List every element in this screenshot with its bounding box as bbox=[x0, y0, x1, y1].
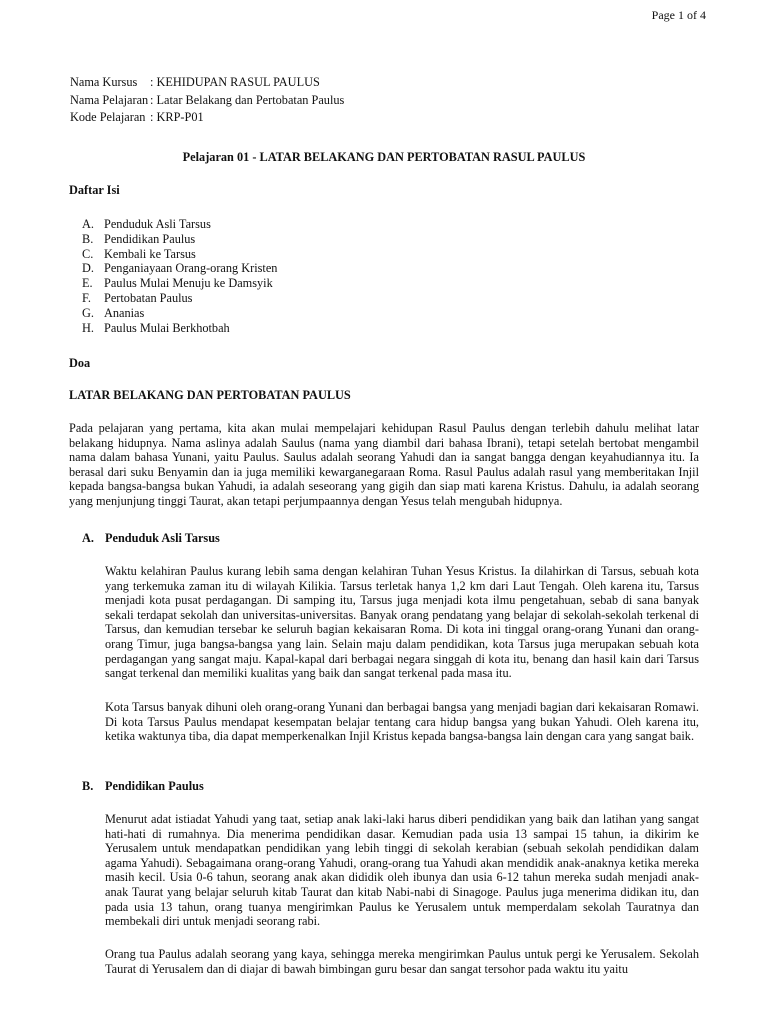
meta-value: : KEHIDUPAN RASUL PAULUS bbox=[150, 75, 320, 89]
meta-row-course bbox=[70, 75, 344, 93]
meta-value: : KRP-P01 bbox=[150, 110, 204, 124]
toc-letter: E. bbox=[82, 276, 93, 291]
lesson-title: Pelajaran 01 - LATAR BELAKANG DAN PERTOBATAN RASUL PAULUS bbox=[182, 150, 586, 164]
toc-letter: C. bbox=[82, 246, 94, 261]
table-of-contents bbox=[82, 217, 277, 335]
meta-key: Kode Pelajaran bbox=[70, 110, 146, 124]
section-heading-a bbox=[82, 531, 220, 546]
section-letter: B. bbox=[82, 779, 94, 793]
meta-key: Nama Pelajaran bbox=[70, 92, 149, 107]
meta-key: Nama Kursus bbox=[70, 75, 138, 89]
meta-value: : Latar Belakang dan Pertobatan Paulus bbox=[150, 92, 345, 107]
toc-item bbox=[82, 261, 277, 276]
toc-letter: F. bbox=[82, 290, 91, 305]
toc-item bbox=[82, 232, 277, 247]
toc-label: Kembali ke Tarsus bbox=[104, 246, 196, 261]
section-title: Pendidikan Paulus bbox=[105, 779, 204, 793]
toc-label: Paulus Mulai Berkhotbah bbox=[104, 320, 230, 335]
toc-item bbox=[82, 276, 277, 291]
section-title: Penduduk Asli Tarsus bbox=[105, 531, 220, 545]
toc-label: Pertobatan Paulus bbox=[104, 290, 193, 305]
toc-label: Penduduk Asli Tarsus bbox=[104, 217, 211, 231]
intro-paragraph: Pada pelajaran yang pertama, kita akan mulai mempelajari kehidupan Rasul Paulus dengan terlebih dahulu melihat latar belakang hidupnya. Nama aslinya adalah Saulus (nama yang diambil dari bahasa Ibrani), tetapi setelah bertobat mengambil nama dalam bahasa Yunani, yaitu Paulus. Saulus adalah seorang Yahudi dan ia sangat bangga dengan keyahudiannya itu. Ia berasal dari suku Benyamin dan ia juga memiliki kewarganegaraan Roma. Rasul Paulus adalah rasul yang memberitakan Injil kepada bangsa-bangsa bukan Yahudi, ia adalah seseorang yang gigih dan siap mati karena Kristus. Dahulu, ia adalah seorang yang menjunjung tinggi Taurat, akan tetapi perjumpaannya dengan Yesus telah mengubah hidupnya. bbox=[69, 421, 699, 508]
section-a-paragraph-2: Kota Tarsus banyak dihuni oleh orang-orang Yunani dan berbagai bangsa yang menjadi bagian dari kekaisaran Romawi. Di kota Tarsus Paulus mendapat kesempatan belajar tentang cara hidup bangsa yang bukan Yahudi. Oleh karena itu, ketika waktunya tiba, dia dapat memperkenalkan Injil Kristus kepada bangsa-bangsa lain dengan cara yang sangat baik. bbox=[105, 700, 699, 744]
toc-item bbox=[82, 306, 277, 321]
toc-letter: H. bbox=[82, 320, 94, 335]
toc-letter: B. bbox=[82, 231, 94, 246]
toc-letter: A. bbox=[82, 217, 94, 231]
toc-label: Pendidikan Paulus bbox=[104, 231, 196, 246]
page-number: Page 1 of 4 bbox=[651, 8, 706, 22]
toc-label: Penganiayaan Orang-orang Kristen bbox=[104, 261, 278, 276]
main-heading: LATAR BELAKANG DAN PERTOBATAN PAULUS bbox=[69, 388, 351, 402]
toc-item bbox=[82, 247, 277, 262]
section-heading-b bbox=[82, 779, 204, 794]
toc-letter: G. bbox=[82, 305, 94, 320]
meta-row-lesson bbox=[70, 93, 344, 111]
course-metadata bbox=[70, 75, 344, 128]
toc-letter: D. bbox=[82, 261, 94, 276]
toc-item bbox=[82, 291, 277, 306]
toc-label: Paulus Mulai Menuju ke Damsyik bbox=[104, 276, 273, 291]
toc-heading: Daftar Isi bbox=[69, 183, 120, 197]
section-b-paragraph-1: Menurut adat istiadat Yahudi yang taat, setiap anak laki-laki harus diberi pendidikan yang baik dan latihan yang sangat hati-hati di rumahnya. Dia menerima pendidikan dasar. Kemudian pada usia 13 sampai 15 tahun, ia dikirim ke Yerusalem untuk mendapatkan pendidikan yang lebih tinggi di sekolah kerabian (sebuah sekolah pendidikan dalam agama Yahudi). Sebagaimana orang-orang Yahudi, orang-orang tua Yahudi akan mendidik anak-anaknya ketika mereka masih kecil. Usia 0-6 tahun, seorang anak akan dididik oleh ibunya dan usia 6-12 tahun mereka sudah menjadi anak-anak Taurat yang belajar seluruh kitab Taurat dan kitab Nabi-nabi di Sinagoge. Paulus juga menerima didikan itu, dan pada usia 13 tahun, orang tuanya mengirimkan Paulus ke Yerusalem untuk memperdalam sekolah Tauratnya dan membekali diri untuk menjadi seorang rabi. bbox=[105, 812, 699, 929]
section-b-paragraph-2: Orang tua Paulus adalah seorang yang kaya, sehingga mereka mengirimkan Paulus untuk pergi ke Yerusalem. Sekolah Taurat di Yerusalem dan di diajar di bawah bimbingan guru besar dan sangat tersohor pada waktu itu yaitu bbox=[105, 947, 699, 976]
toc-item bbox=[82, 321, 277, 336]
section-letter: A. bbox=[82, 531, 94, 545]
toc-label: Ananias bbox=[104, 305, 145, 320]
meta-row-code bbox=[70, 110, 344, 128]
prayer-label: Doa bbox=[69, 356, 91, 370]
section-a-paragraph-1: Waktu kelahiran Paulus kurang lebih sama dengan kelahiran Tuhan Yesus Kristus. Ia dilahirkan di Tarsus, sebuah kota yang terkemuka zaman itu di wilayah Kilikia. Tarsus terletak hanya 1,2 km dari Laut Tengah. Oleh karena itu, Tarsus menjadi kota pusat perdagangan. Di samping itu, Tarsus juga menjadi kota ilmu pengetahuan, sebab di sana banyak sekali terdapat sekolah dan universitas-universitas. Banyak orang pendatang yang belajar di sekolah-sekolah terkenal di Tarsus, dan kemudian tersebar ke seluruh bagian kekaisaran Roma. Di kota ini tinggal orang-orang Yunani dan orang- orang Timur, juga bangsa-bangsa yang lain. Selain maju dalam pendidikan, kota Tarsus juga merupakan sebuah kota perdagangan yang sangat maju. Kapal-kapal dari berbagai negara singgah di kota itu, benang dan hasil kain dari Tarsus sangat terkenal dan memiliki kualitas yang baik dan sangat terkenal pada masa itu. bbox=[105, 564, 699, 681]
toc-item bbox=[82, 217, 277, 232]
